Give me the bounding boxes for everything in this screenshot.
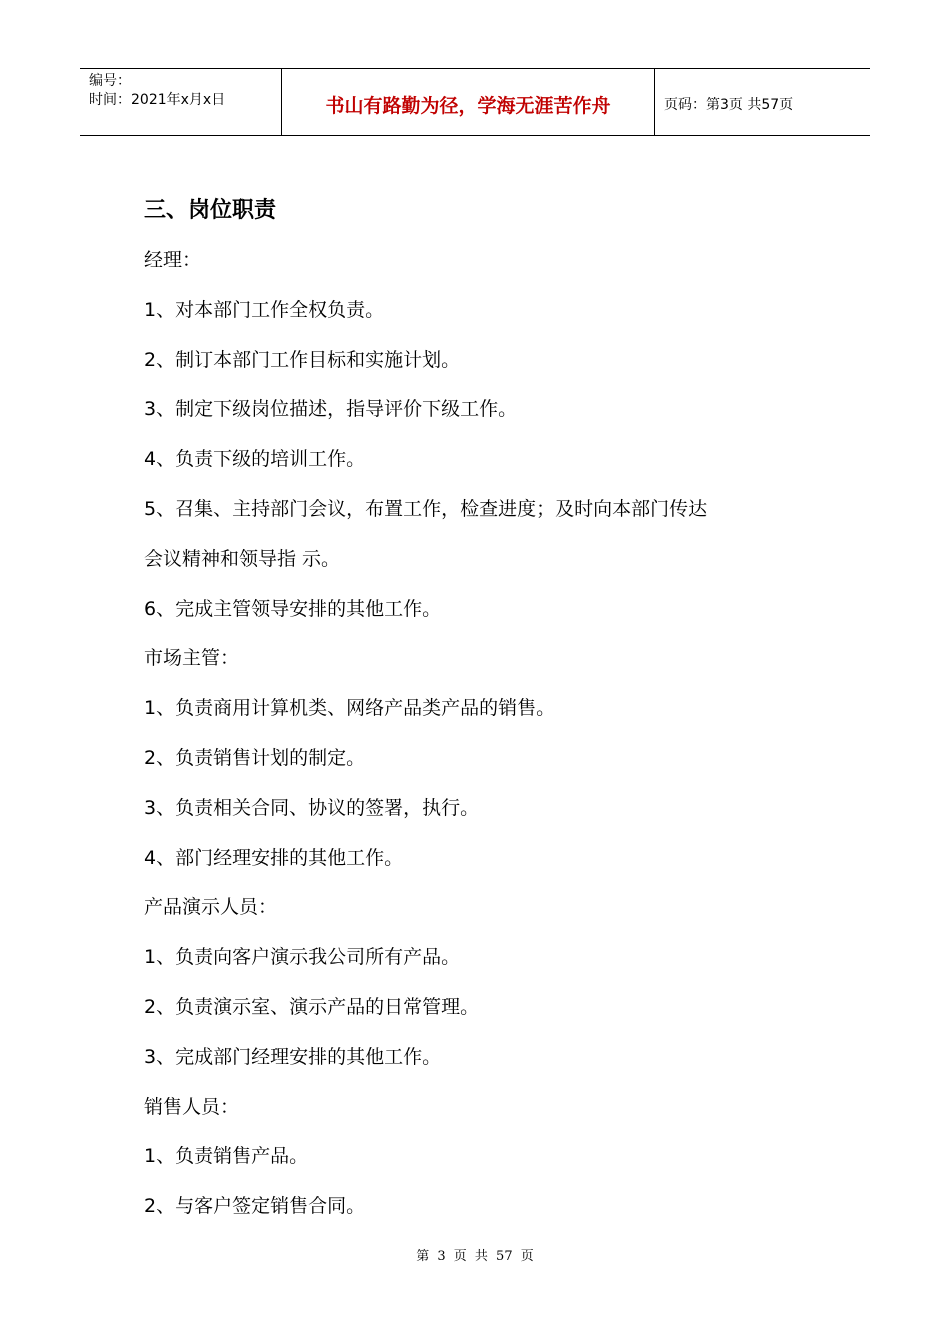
body-line: 5、召集、主持部门会议，布置工作，检查进度；及时向本部门传达 (144, 497, 708, 520)
body-line: 3、完成部门经理安排的其他工作。 (144, 1045, 442, 1068)
section-title: 三、岗位职责 (144, 198, 277, 223)
body-line: 2、负责销售计划的制定。 (144, 746, 366, 769)
body-line: 3、负责相关合同、协议的签署，执行。 (144, 796, 480, 819)
page-header (80, 68, 870, 136)
body-line: 经理： (144, 249, 202, 271)
header-motto: 书山有路勤为径，学海无涯苦作舟 (282, 69, 655, 135)
body-line: 2、与客户签定销售合同。 (144, 1195, 366, 1218)
body-line: 市场主管： (144, 647, 240, 670)
body-line: 会议精神和领导指 示。 (144, 547, 341, 570)
document-number-label: 编号： (89, 73, 131, 89)
header-meta-cell (80, 69, 282, 135)
body-line: 1、对本部门工作全权负责。 (144, 298, 385, 321)
body-line: 1、负责销售产品。 (144, 1145, 309, 1168)
document-body (144, 186, 824, 1232)
body-line: 4、负责下级的培训工作。 (144, 448, 366, 471)
page-footer: 第 3 页 共 57 页 (416, 1249, 534, 1264)
body-line: 2、负责演示室、演示产品的日常管理。 (144, 995, 480, 1018)
body-line: 销售人员： (144, 1095, 240, 1118)
body-line: 产品演示人员： (144, 896, 278, 919)
body-line: 6、完成主管领导安排的其他工作。 (144, 597, 442, 620)
body-line: 3、制定下级岗位描述，指导评价下级工作。 (144, 398, 518, 421)
header-page-info: 页码：第3页 共57页 (664, 97, 794, 113)
body-line: 4、部门经理安排的其他工作。 (144, 846, 404, 869)
body-line: 2、制订本部门工作目标和实施计划。 (144, 348, 461, 371)
document-time-label: 时间：2021年x月x日 (89, 92, 226, 108)
body-line: 1、负责商用计算机类、网络产品类产品的销售。 (144, 697, 556, 720)
body-line: 1、负责向客户演示我公司所有产品。 (144, 946, 461, 969)
